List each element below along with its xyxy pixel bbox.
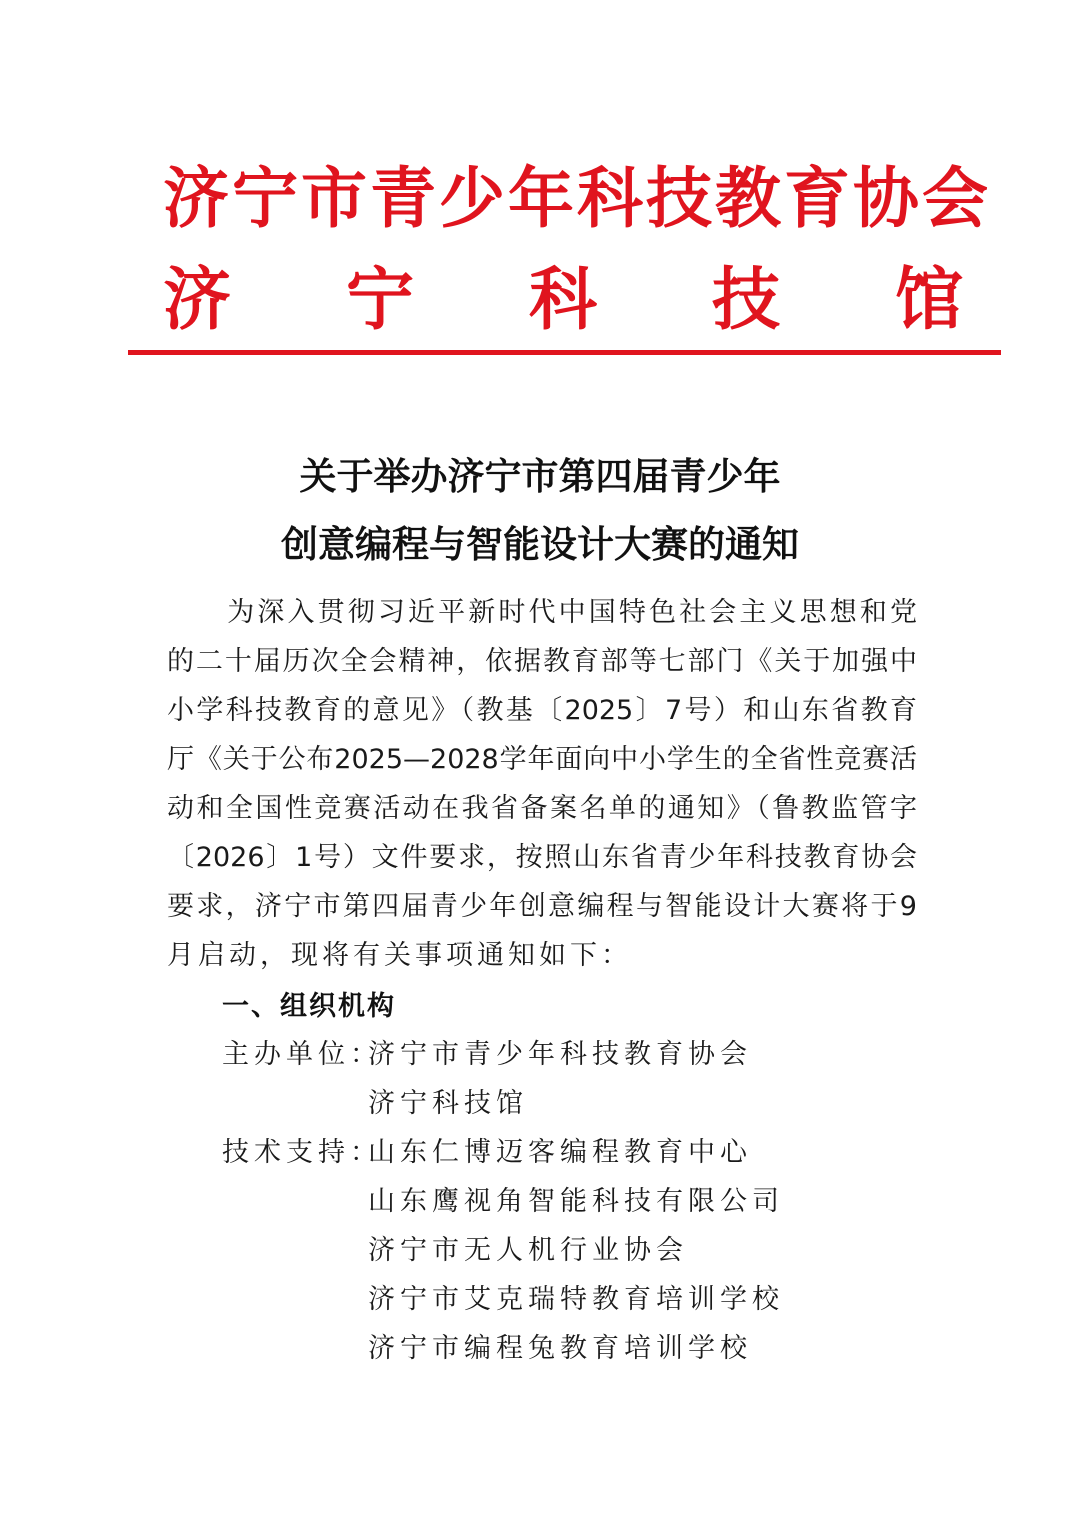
support-org: 济宁市艾克瑞特教育培训学校 (368, 1284, 784, 1315)
body-line: 的二十届历次全会精神，依据教育部等七部门《关于加强中 (167, 646, 917, 677)
body-line: 要求，济宁市第四届青少年创意编程与智能设计大赛将于9 (167, 891, 917, 922)
body-line: 厅《关于公布2025—2028学年面向中小学生的全省性竞赛活 (167, 744, 917, 775)
body-line: 动和全国性竞赛活动在我省备案名单的通知》（鲁教监管字 (167, 793, 917, 824)
letterhead-char: 济 (163, 260, 232, 340)
letterhead-char: 馆 (894, 260, 963, 340)
section-heading-organization: 一、组织机构 (222, 991, 396, 1022)
letterhead-museum-name (163, 262, 963, 338)
body-line: 〔2026〕1号）文件要求，按照山东省青少年科技教育协会 (167, 842, 917, 873)
support-org: 山东鹰视角智能科技有限公司 (368, 1186, 784, 1217)
support-label: 技术支持： (222, 1137, 382, 1168)
letterhead-char: 科 (528, 260, 597, 340)
letterhead-divider (128, 350, 1001, 355)
letterhead-char: 宁 (345, 260, 414, 340)
body-line: 小学科技教育的意见》（教基〔2025〕7号）和山东省教育 (167, 695, 917, 726)
support-org: 济宁市无人机行业协会 (368, 1235, 688, 1266)
host-org: 济宁科技馆 (368, 1088, 528, 1119)
document-title-line-1: 关于举办济宁市第四届青少年 (299, 454, 781, 498)
letterhead-org-name: 济宁市青少年科技教育协会 (163, 159, 991, 237)
letterhead-char: 技 (711, 260, 780, 340)
support-org: 山东仁博迈客编程教育中心 (368, 1137, 752, 1168)
body-line: 月启动，现将有关事项通知如下： (167, 940, 632, 971)
support-org: 济宁市编程兔教育培训学校 (368, 1333, 752, 1364)
document-title-line-2: 创意编程与智能设计大赛的通知 (281, 522, 799, 566)
host-label: 主办单位： (222, 1039, 382, 1070)
body-line: 为深入贯彻习近平新时代中国特色社会主义思想和党 (167, 597, 917, 628)
host-org: 济宁市青少年科技教育协会 (368, 1039, 752, 1070)
